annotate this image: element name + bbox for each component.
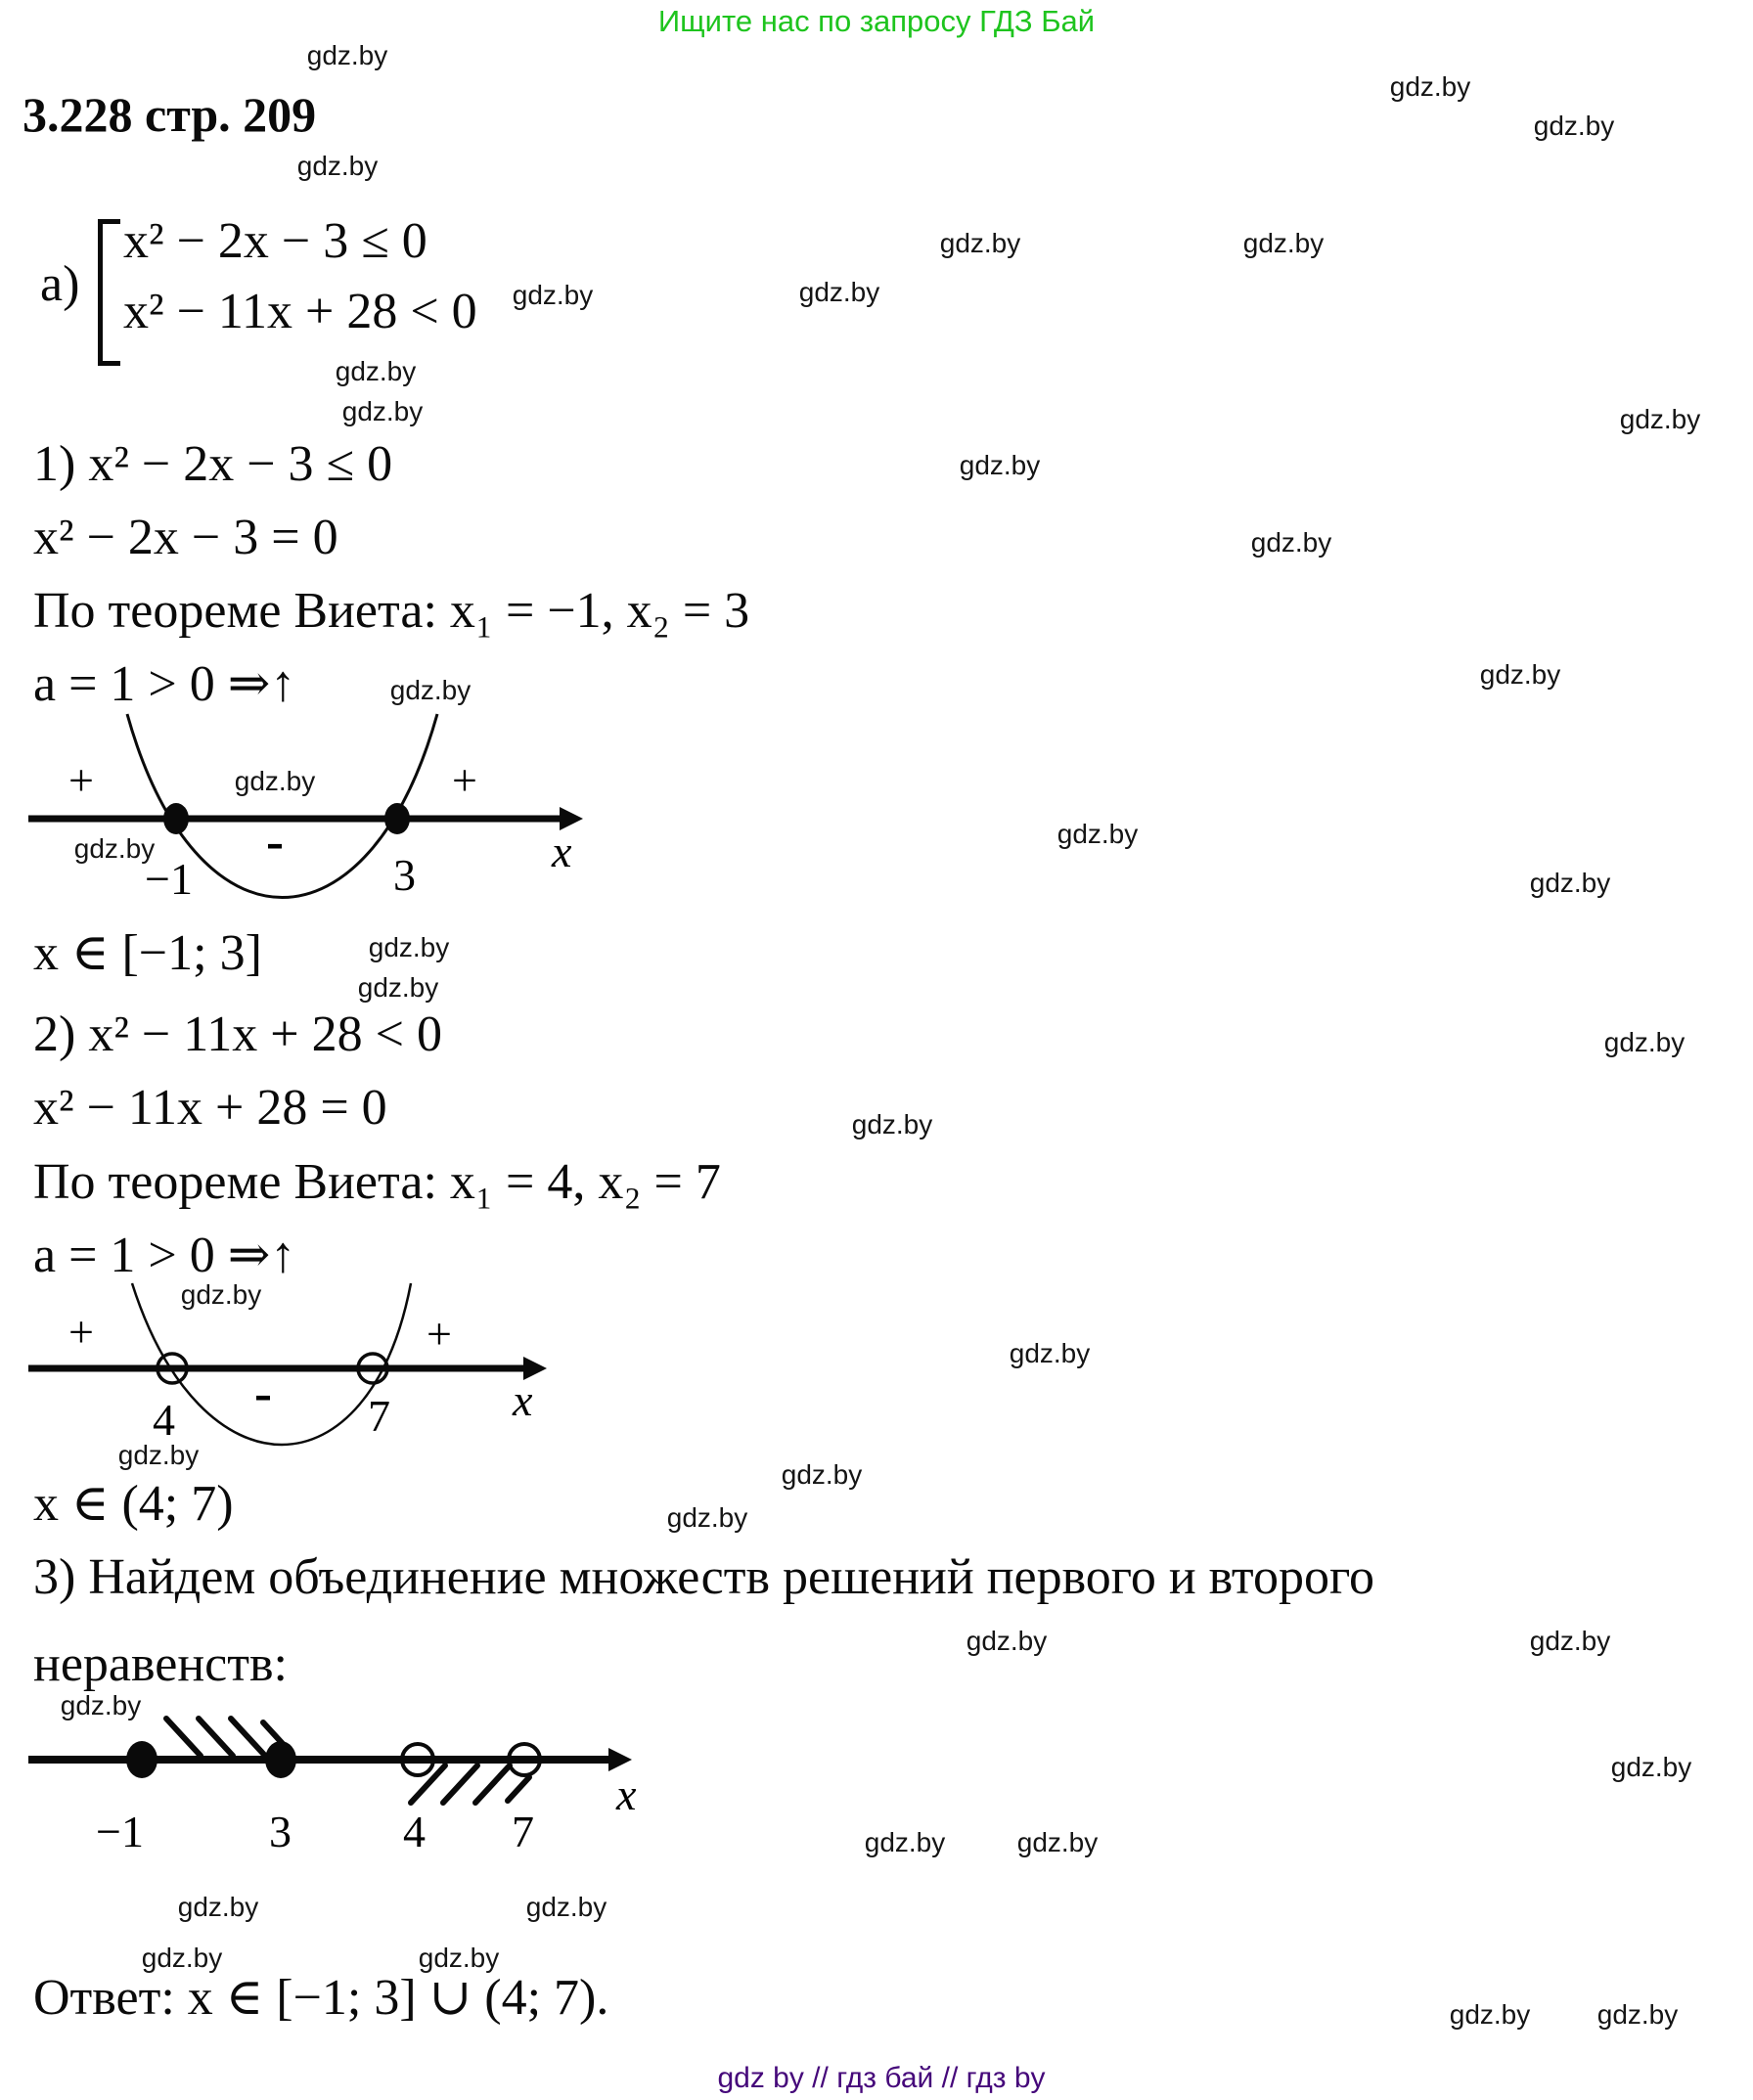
watermark: gdz.by (525, 1892, 607, 1922)
watermark: gdz.by (341, 396, 424, 426)
watermark: gdz.by (1529, 868, 1611, 898)
step3-text-line2: неравенств: (33, 1636, 288, 1692)
closed-point-3 (265, 1741, 296, 1778)
watermark: gdz.by (234, 766, 316, 796)
watermark: gdz.by (1389, 71, 1471, 102)
watermark: gdz.by (1449, 1999, 1531, 2030)
case-label: а) (40, 256, 80, 312)
number-line-label-1: −1 (96, 1807, 144, 1856)
parabola1-plus-right: + (452, 755, 477, 805)
parabola2-diagram (20, 1267, 577, 1477)
watermark: gdz.by (306, 40, 388, 70)
step2-solution: x ∈ (4; 7) (33, 1476, 234, 1532)
number-line-axis-label: x (616, 1769, 637, 1819)
watermark: gdz.by (60, 1690, 142, 1720)
watermark: gdz.by (335, 356, 417, 386)
number-line-label-4: 7 (512, 1807, 534, 1856)
system-bracket-icon (98, 219, 120, 366)
watermark: gdz.by (418, 1943, 500, 1973)
watermark: gdz.by (141, 1943, 223, 1973)
step1-leading-coef: a = 1 > 0 ⇒↑ (33, 656, 296, 712)
parabola2-plus-right: + (427, 1309, 452, 1359)
watermark: gdz.by (389, 675, 472, 705)
closed-point--1 (126, 1741, 157, 1778)
parabola1-root-label-right: 3 (393, 850, 416, 900)
parabola2-root-label-right: 7 (368, 1391, 390, 1441)
number-line-label-2: 3 (269, 1807, 292, 1856)
watermark: gdz.by (1529, 1626, 1611, 1656)
watermark: gdz.by (368, 932, 450, 962)
step3-text-line1: 3) Найдем объединение множеств решений первого и второго (33, 1549, 1374, 1605)
watermark: gdz.by (1596, 1999, 1679, 2030)
watermark: gdz.by (864, 1827, 946, 1857)
watermark: gdz.by (1250, 527, 1332, 558)
watermark: gdz.by (73, 833, 156, 864)
promo-banner: Ищите нас по запросу ГДЗ Бай (657, 4, 1096, 38)
number-line-axis-arrow-icon (608, 1748, 632, 1771)
number-line-diagram (20, 1700, 675, 1861)
watermark: gdz.by (357, 972, 439, 1003)
watermark: gdz.by (851, 1109, 933, 1139)
watermark: gdz.by (1619, 404, 1701, 434)
watermark: gdz.by (1016, 1827, 1099, 1857)
watermark: gdz.by (512, 280, 594, 310)
parabola1-root-dot-left (163, 803, 189, 834)
watermark: gdz.by (1603, 1027, 1686, 1057)
watermark: gdz.by (1610, 1752, 1692, 1782)
watermark: gdz.by (1056, 819, 1139, 849)
watermark: gdz.by (117, 1440, 200, 1470)
parabola2-minus: - (254, 1363, 272, 1422)
parabola2-axis-label: x (513, 1375, 533, 1425)
parabola2-root-label-left: 4 (153, 1395, 175, 1445)
watermark: gdz.by (1479, 659, 1561, 690)
system-row-2: x² − 11x + 28 < 0 (123, 284, 477, 339)
watermark: gdz.by (180, 1279, 262, 1310)
watermark: gdz.by (666, 1502, 748, 1533)
watermark: gdz.by (798, 277, 880, 307)
watermark: gdz.by (1009, 1338, 1091, 1368)
step2-leading-coef: a = 1 > 0 ⇒↑ (33, 1228, 296, 1283)
parabola1-minus: - (266, 812, 284, 871)
watermark: gdz.by (959, 450, 1041, 480)
step1-equation: x² − 2x − 3 = 0 (33, 510, 338, 565)
step2-head: 2) x² − 11x + 28 < 0 (33, 1006, 442, 1062)
segment-hatch-above (166, 1719, 285, 1756)
watermark: gdz.by (939, 228, 1021, 258)
watermark: gdz.by (1242, 228, 1325, 258)
parabola1-diagram (20, 702, 607, 919)
step2-equation: x² − 11x + 28 = 0 (33, 1080, 387, 1136)
watermark: gdz.by (781, 1459, 863, 1490)
system-row-1: x² − 2x − 3 ≤ 0 (123, 213, 427, 269)
page-title: 3.228 стр. 209 (22, 87, 317, 142)
step2-vieta: По теореме Виета: x₁ = 4, x₂ = 7 (33, 1154, 721, 1210)
parabola2-plus-left: + (68, 1307, 94, 1357)
number-line-label-3: 4 (403, 1807, 426, 1856)
watermark: gdz.by (966, 1626, 1048, 1656)
watermark: gdz.by (296, 151, 379, 181)
step1-solution: x ∈ [−1; 3] (33, 925, 262, 981)
step1-head: 1) x² − 2x − 3 ≤ 0 (33, 436, 393, 492)
answer-line: Ответ: x ∈ [−1; 3] ∪ (4; 7). (33, 1970, 609, 2026)
step1-vieta: По теореме Виета: x₁ = −1, x₂ = 3 (33, 583, 750, 639)
watermark: gdz.by (177, 1892, 259, 1922)
parabola1-axis-label: x (552, 827, 572, 876)
parabola1-plus-left: + (68, 755, 94, 805)
watermark: gdz.by (1533, 111, 1615, 141)
parabola1-root-dot-right (384, 803, 410, 834)
parabola1-root-label-left: −1 (145, 854, 193, 904)
footer-sites: gdz by // гдз бай // гдз by (717, 2062, 1046, 2094)
